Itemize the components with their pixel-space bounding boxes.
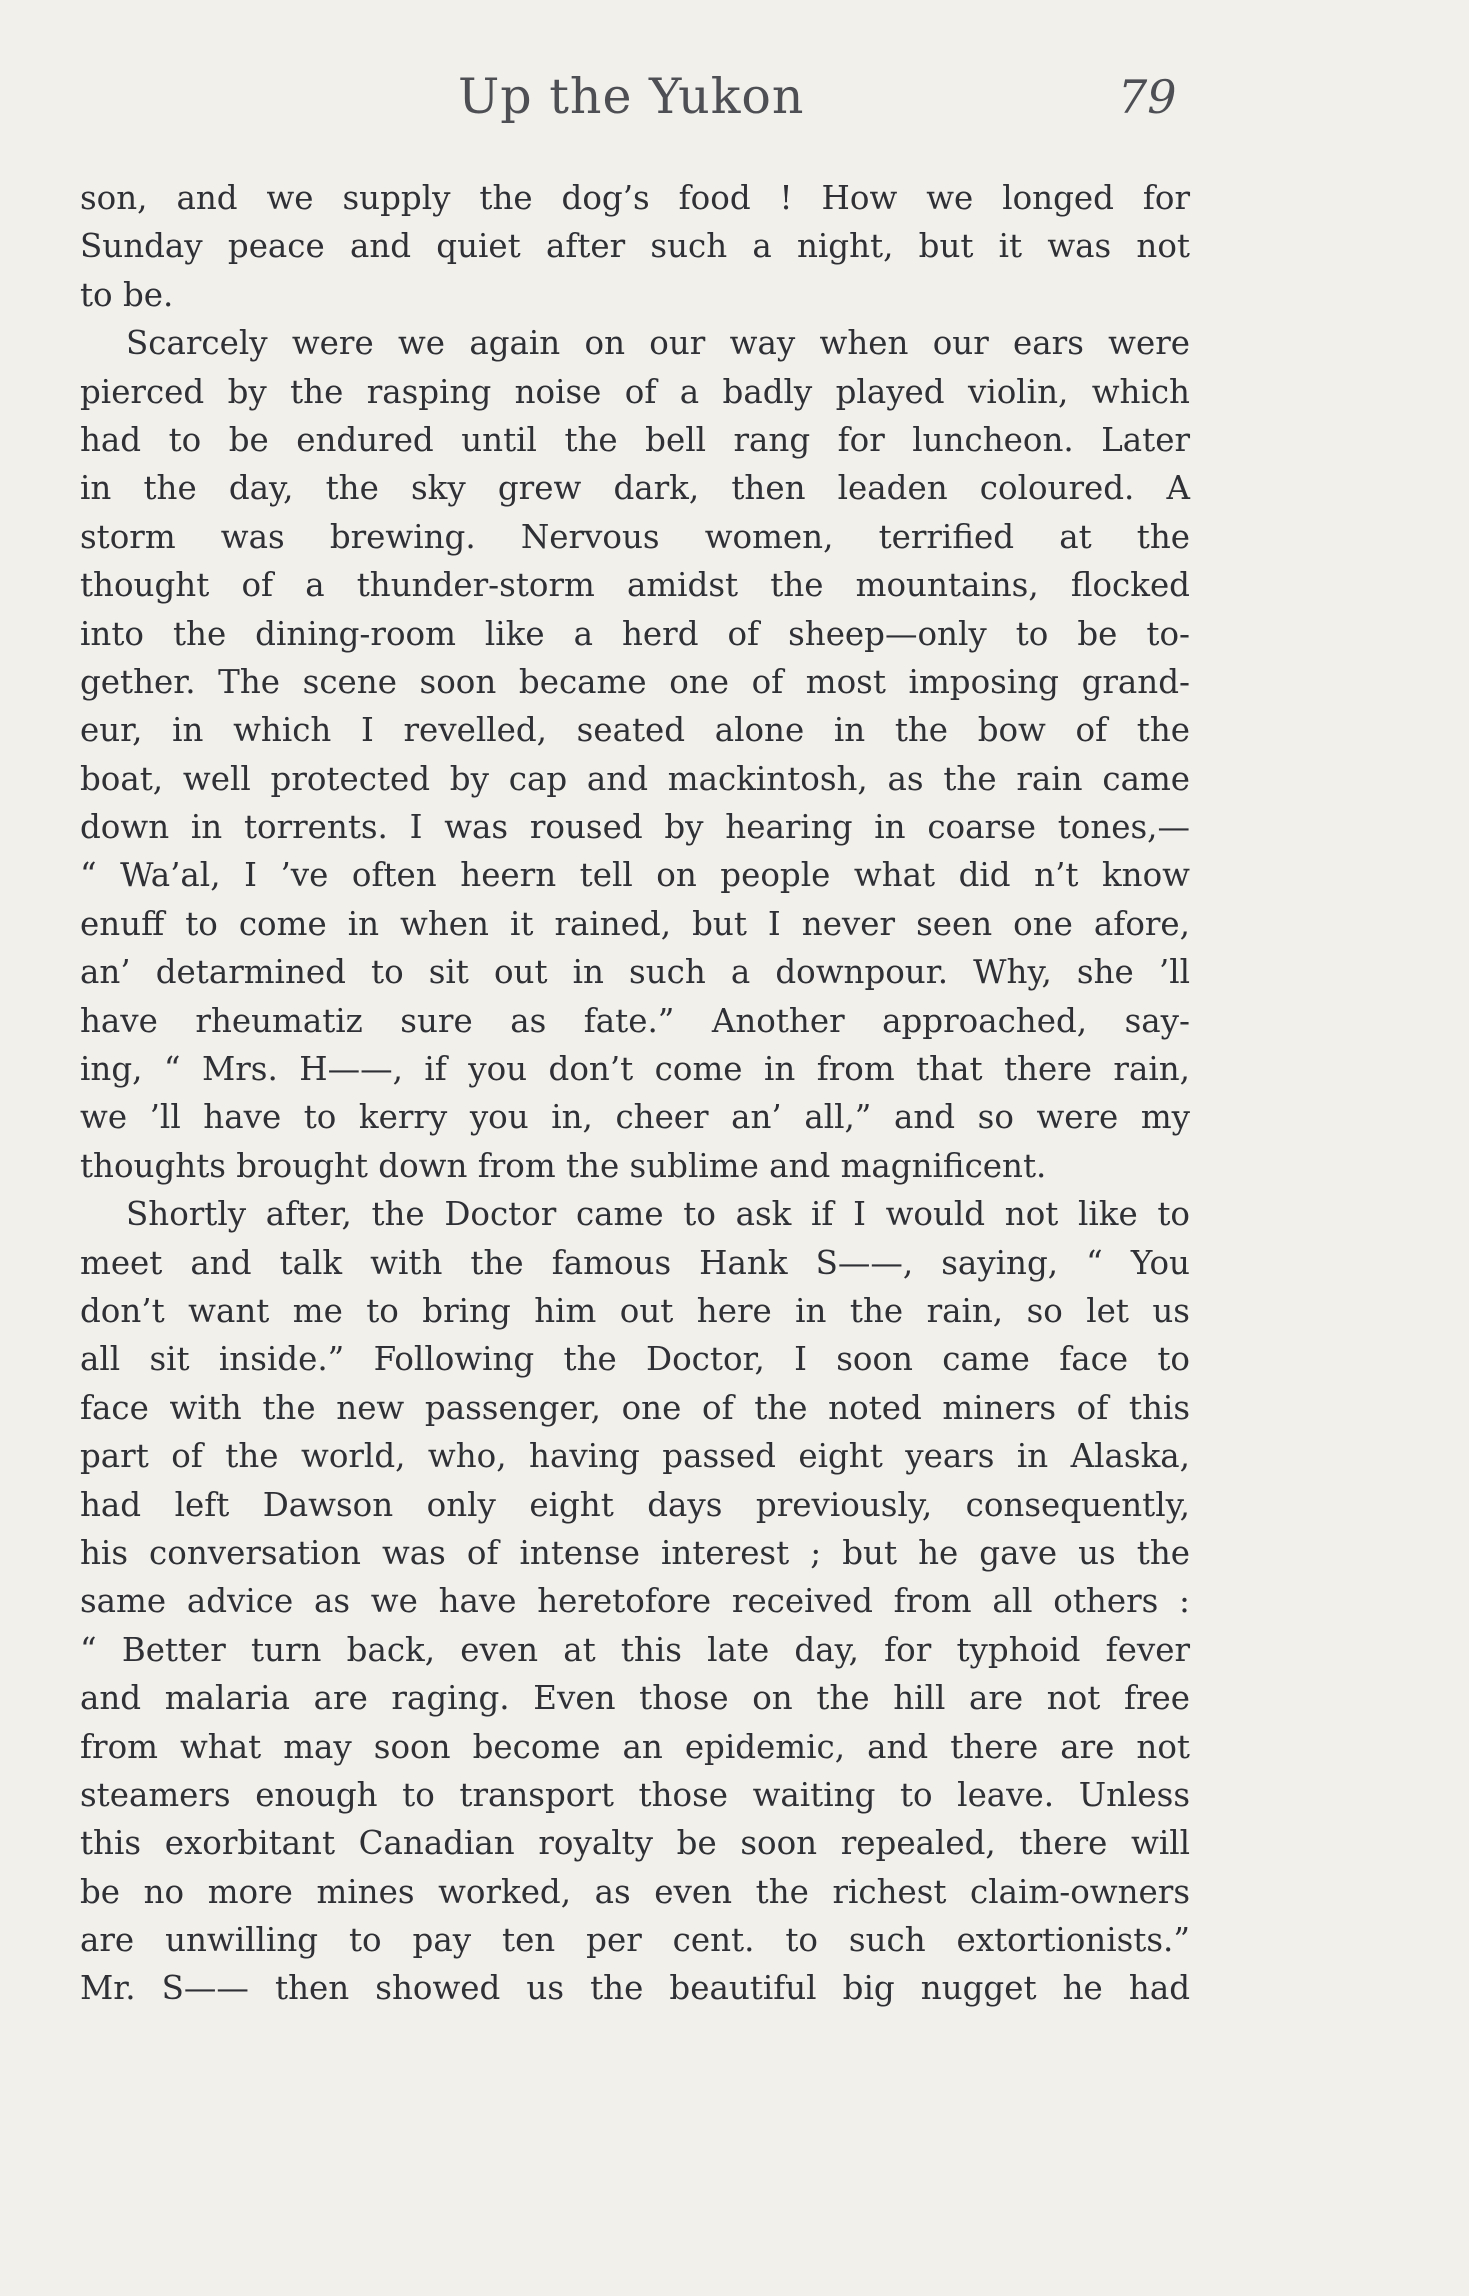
- text-line: and malaria are raging. Even those on the hill are not free: [80, 1679, 1190, 1718]
- text-line: gether. The scene soon became one of most imposing grand-: [80, 662, 1190, 701]
- text-line: Mr. S—— then showed us the beautiful big nugget he had: [80, 1969, 1190, 2008]
- text-line: thought of a thunder-storm amidst the mountains, flocked: [80, 566, 1190, 605]
- text-line: have rheumatiz sure as fate.” Another approached, say-: [80, 1001, 1190, 1040]
- text-line: meet and talk with the famous Hank S——, saying, “ You: [80, 1243, 1190, 1282]
- text-line: down in torrents. I was roused by hearing in coarse tones,—: [80, 808, 1190, 847]
- running-title: Up the Yukon: [458, 68, 805, 125]
- text-line: “ Better turn back, even at this late day, for typhoid fever: [80, 1630, 1190, 1669]
- text-line: had left Dawson only eight days previously, consequently,: [80, 1485, 1190, 1524]
- text-line: Sunday peace and quiet after such a night, but it was not: [80, 227, 1190, 266]
- text-line: into the dining-room like a herd of sheep—only to be to-: [80, 614, 1190, 653]
- text-line: Shortly after, the Doctor came to ask if I would not like to: [126, 1195, 1190, 1234]
- text-line: Scarcely were we again on our way when our ears were: [126, 324, 1190, 363]
- text-line: this exorbitant Canadian royalty be soon repealed, there will: [80, 1824, 1190, 1863]
- text-line: pierced by the rasping noise of a badly played violin, which: [80, 372, 1190, 411]
- text-line: in the day, the sky grew dark, then leaden coloured. A: [80, 469, 1190, 508]
- text-line: part of the world, who, having passed eight years in Alaska,: [80, 1437, 1190, 1476]
- text-line: we ’ll have to kerry you in, cheer an’ all,” and so were my: [80, 1098, 1190, 1137]
- text-line: steamers enough to transport those waiting to leave. Unless: [80, 1775, 1190, 1814]
- text-line: ing, “ Mrs. H——, if you don’t come in from that there rain,: [80, 1050, 1190, 1089]
- text-line: thoughts brought down from the sublime and magnificent.: [80, 1146, 1047, 1185]
- text-line: storm was brewing. Nervous women, terrified at the: [80, 517, 1190, 556]
- text-line: from what may soon become an epidemic, and there are not: [80, 1727, 1190, 1766]
- text-line: face with the new passenger, one of the noted miners of this: [80, 1388, 1190, 1427]
- text-line: son, and we supply the dog’s food ! How we longed for: [80, 179, 1190, 217]
- page-number: 79: [1118, 70, 1177, 124]
- text-line: all sit inside.” Following the Doctor, I soon came face to: [80, 1340, 1190, 1379]
- text-line: his conversation was of intense interest ; but he gave us the: [80, 1533, 1190, 1572]
- body-text: [80, 174, 1190, 2013]
- text-line: “ Wa’al, I ’ve often heern tell on people what did n’t know: [80, 856, 1190, 895]
- text-line: same advice as we have heretofore received from all others :: [80, 1582, 1190, 1621]
- text-line: eur, in which I revelled, seated alone in the bow of the: [80, 711, 1190, 750]
- text-line: to be.: [80, 275, 174, 314]
- text-line: be no more mines worked, as even the richest claim-owners: [80, 1872, 1190, 1911]
- text-line: are unwilling to pay ten per cent. to such extortionists.”: [80, 1921, 1190, 1960]
- running-head: [0, 68, 1469, 138]
- text-line: had to be endured until the bell rang for luncheon. Later: [80, 420, 1190, 459]
- text-line: an’ detarmined to sit out in such a downpour. Why, she ’ll: [80, 953, 1190, 992]
- text-line: don’t want me to bring him out here in the rain, so let us: [80, 1291, 1190, 1330]
- text-line: boat, well protected by cap and mackintosh, as the rain came: [80, 759, 1190, 798]
- text-line: enuff to come in when it rained, but I never seen one afore,: [80, 904, 1190, 943]
